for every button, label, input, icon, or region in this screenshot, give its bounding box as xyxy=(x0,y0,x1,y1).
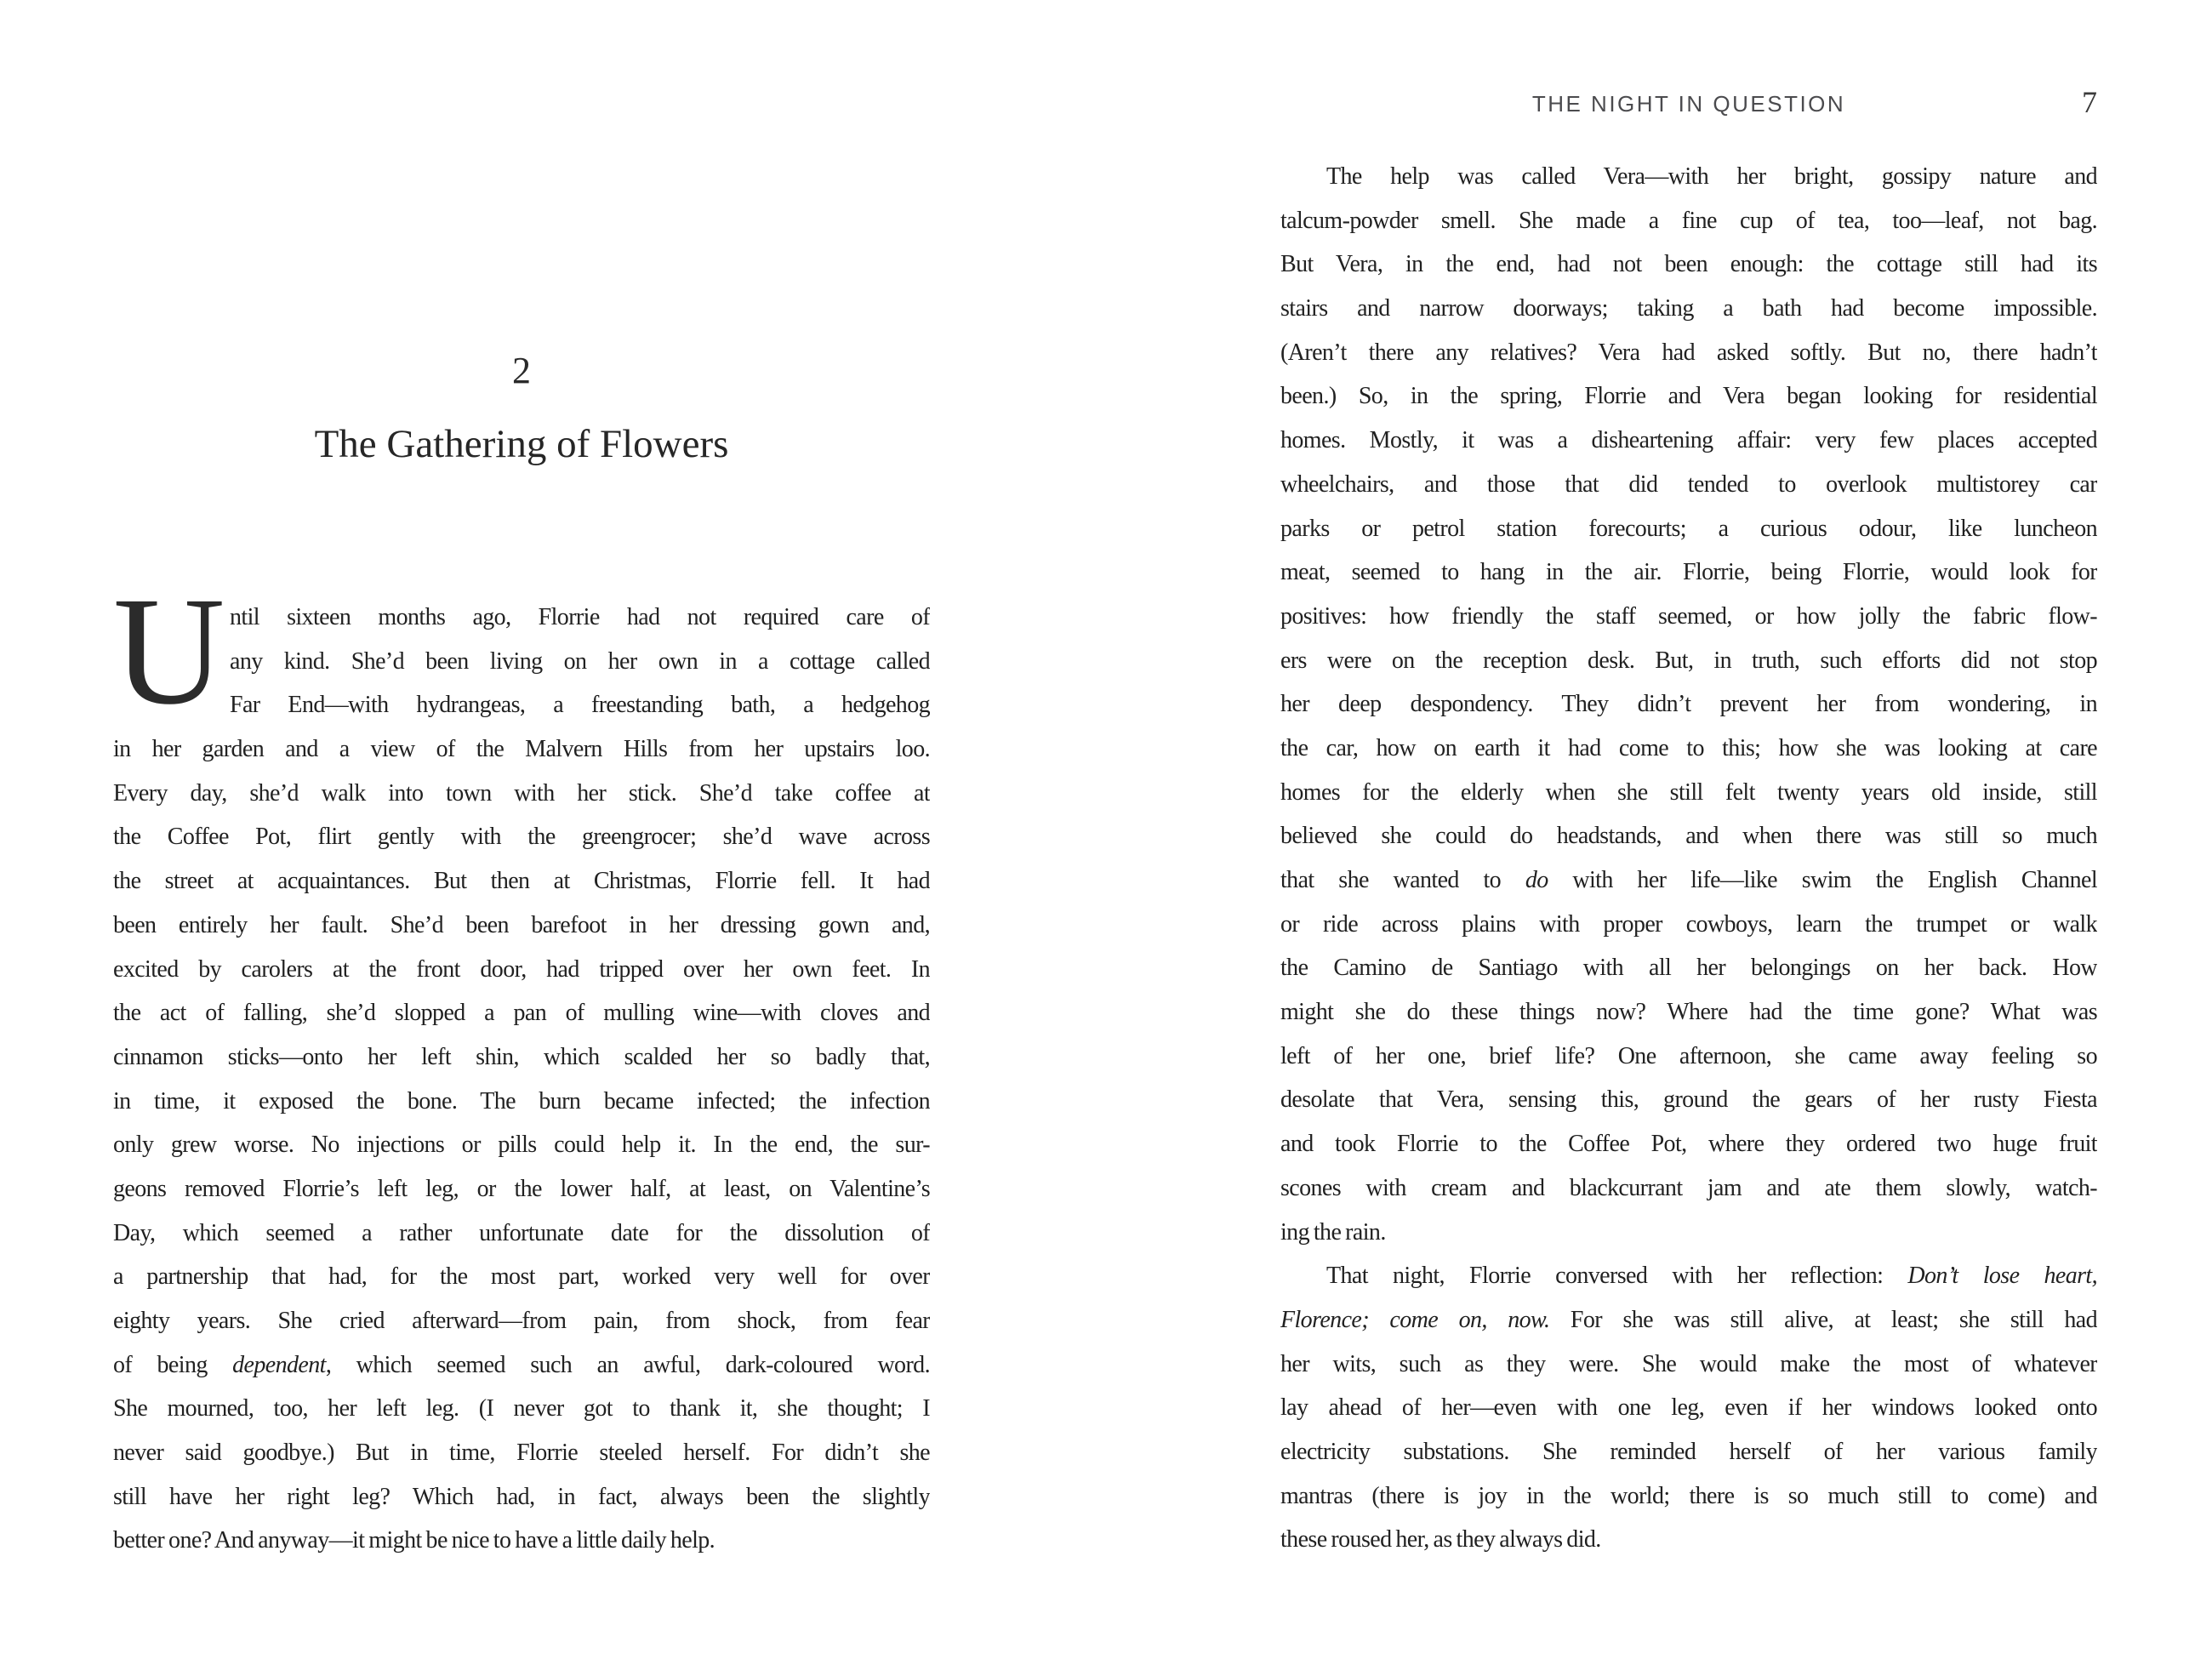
text-line xyxy=(113,1387,930,1431)
body-text: left of her one, brief life? One afternoon, she came away feeling so xyxy=(1280,1042,2097,1069)
text-line xyxy=(1280,814,2097,858)
text-line xyxy=(1280,1343,2097,1387)
body-text: Far End—with hydrangeas, a freestanding bath, a hedgehog xyxy=(230,692,930,719)
text-line xyxy=(1280,1386,2097,1430)
body-text: (Aren’t there any relatives? Vera had asked softly. But no, there hadn’t xyxy=(1280,339,2097,366)
chapter-number: 2 xyxy=(512,350,531,391)
text-line xyxy=(1280,639,2097,683)
text-line xyxy=(113,1123,930,1167)
body-text: still have her right leg? Which had, in fact, always been the slightly xyxy=(113,1483,930,1510)
body-text: only grew worse. No injections or pills could help it. In the end, the sur- xyxy=(113,1132,930,1159)
italic-text: Florence; come on, now. xyxy=(1280,1306,1550,1333)
body-text: these roused her, as they always did. xyxy=(1280,1526,1601,1554)
text-line xyxy=(1280,990,2097,1035)
body-text: cinnamon sticks—onto her left shin, which scalded her so badly that, xyxy=(113,1043,930,1070)
text-line xyxy=(113,859,930,904)
right-page-lines xyxy=(1280,155,2097,1562)
text-line xyxy=(113,904,930,948)
text-line xyxy=(1280,155,2097,199)
body-text: or ride across plains with proper cowboys, learn the trumpet or walk xyxy=(1280,910,2097,938)
text-line xyxy=(1280,1430,2097,1474)
text-line xyxy=(1280,682,2097,727)
text-line xyxy=(113,815,930,859)
body-text: with her life—like swim the English Channel xyxy=(1548,867,2097,893)
text-line xyxy=(1280,419,2097,463)
body-text: and took Florrie to the Coffee Pot, where they ordered two huge fruit xyxy=(1280,1131,2097,1158)
body-text: any kind. She’d been living on her own in a cottage called xyxy=(230,647,930,675)
body-text: excited by carolers at the front door, had tripped over her own feet. In xyxy=(113,955,930,983)
body-text: the act of falling, she’d slopped a pan of mulling wine—with cloves and xyxy=(113,1000,930,1027)
right-page-body xyxy=(1280,155,2097,1562)
body-text: that she wanted to xyxy=(1280,867,1525,893)
text-line xyxy=(113,1519,930,1563)
body-text: talcum-powder smell. She made a fine cup of tea, too—leaf, not bag. xyxy=(1280,207,2097,234)
text-line xyxy=(1280,199,2097,243)
body-text: a partnership that had, for the most part, worked very well for over xyxy=(113,1263,930,1291)
body-text: never said goodbye.) But in time, Florrie steeled herself. For didn’t she xyxy=(113,1440,930,1467)
text-line xyxy=(1280,858,2097,903)
text-line xyxy=(1280,595,2097,639)
body-text: electricity substations. She reminded herself of her various family xyxy=(1280,1438,2097,1465)
text-line xyxy=(113,727,930,772)
text-line xyxy=(1280,1078,2097,1122)
page-number: 7 xyxy=(2082,85,2097,119)
body-text: better one? And anyway—it might be nice to have a little daily help. xyxy=(113,1527,715,1554)
body-text: For she was still alive, at least; she still had xyxy=(1549,1306,2097,1333)
body-text: lay ahead of her—even with one leg, even if her windows looked onto xyxy=(1280,1394,2097,1422)
body-text: desolate that Vera, sensing this, ground the gears of her rusty Fiesta xyxy=(1280,1086,2097,1114)
text-line xyxy=(113,1035,930,1080)
body-text: homes for the elderly when she still felt twenty years old inside, still xyxy=(1280,778,2097,806)
body-text: been entirely her fault. She’d been barefoot in her dressing gown and, xyxy=(113,911,930,938)
body-text: , which seemed such an awful, dark-coloured word. xyxy=(325,1351,930,1378)
text-line xyxy=(230,596,930,640)
body-text: But Vera, in the end, had not been enough: the cottage still had its xyxy=(1280,251,2097,278)
body-text: parks or petrol station forecourts; a curious odour, like luncheon xyxy=(1280,515,2097,542)
text-line xyxy=(1280,1298,2097,1343)
text-line xyxy=(113,1080,930,1124)
text-line xyxy=(1280,1035,2097,1079)
drop-cap: U xyxy=(113,566,225,737)
body-text: believed she could do headstands, and when there was still so much xyxy=(1280,823,2097,850)
body-text: positives: how friendly the staff seemed, or how jolly the fabric flow- xyxy=(1280,602,2097,630)
body-text: the car, how on earth it had come to this; how she was looking at care xyxy=(1280,734,2097,761)
body-text: ntil sixteen months ago, Florrie had not required care of xyxy=(230,604,930,630)
body-text: The help was called Vera—with her bright, gossipy nature and xyxy=(1326,163,2097,190)
body-text: the street at acquaintances. But then at Christmas, Florrie fell. It had xyxy=(113,868,930,895)
text-line xyxy=(1280,1518,2097,1562)
text-line xyxy=(113,1475,930,1519)
italic-text: dependent xyxy=(232,1351,326,1378)
body-text: of being xyxy=(113,1351,233,1378)
text-line xyxy=(1280,331,2097,375)
running-header: THE NIGHT IN QUESTION xyxy=(1531,91,1846,117)
body-text: mantras (there is joy in the world; there is so much still to come) and xyxy=(1280,1482,2097,1509)
text-line xyxy=(1280,1474,2097,1519)
text-line xyxy=(1280,771,2097,815)
text-line xyxy=(1280,463,2097,507)
body-text: her wits, such as they were. She would make the most of whatever xyxy=(1280,1350,2097,1377)
body-text: ers were on the reception desk. But, in truth, such efforts did not stop xyxy=(1280,647,2097,674)
text-line xyxy=(113,1167,930,1211)
body-text: homes. Mostly, it was a disheartening affair: very few places accepted xyxy=(1280,427,2097,454)
text-line xyxy=(1280,287,2097,331)
left-page-lines xyxy=(113,596,930,1563)
text-line xyxy=(230,640,930,684)
text-line xyxy=(1280,550,2097,595)
body-text: Every day, she’d walk into town with her stick. She’d take coffee at xyxy=(113,779,930,807)
body-text: might she do these things now? Where had the time gone? What was xyxy=(1280,999,2097,1026)
body-text: ing the rain. xyxy=(1280,1218,1386,1246)
text-line xyxy=(1280,1211,2097,1255)
text-line xyxy=(1280,242,2097,287)
text-line xyxy=(1280,374,2097,419)
text-line xyxy=(113,1299,930,1343)
text-line xyxy=(113,1343,930,1388)
left-page-body xyxy=(113,566,930,1563)
text-line xyxy=(113,1431,930,1475)
body-text: the Coffee Pot, flirt gently with the greengrocer; she’d wave across xyxy=(113,824,930,851)
body-text: the Camino de Santiago with all her belongings on her back. How xyxy=(1280,955,2097,982)
body-text: scones with cream and blackcurrant jam and ate them slowly, watch- xyxy=(1280,1174,2097,1201)
text-line xyxy=(113,991,930,1035)
body-text: eighty years. She cried afterward—from pain, from shock, from fear xyxy=(113,1308,930,1334)
text-line xyxy=(1280,903,2097,947)
body-text: been.) So, in the spring, Florrie and Vera began looking for residential xyxy=(1280,383,2097,410)
text-line xyxy=(1280,727,2097,771)
body-text: stairs and narrow doorways; taking a bath had become impossible. xyxy=(1280,295,2097,322)
body-text: meat, seemed to hang in the air. Florrie, being Florrie, would look for xyxy=(1280,559,2097,586)
body-text: Day, which seemed a rather unfortunate date for the dissolution of xyxy=(113,1219,930,1246)
italic-text: Don’t lose heart, xyxy=(1907,1263,2097,1290)
text-line xyxy=(230,683,930,727)
chapter-title: The Gathering of Flowers xyxy=(314,422,729,466)
body-text: in her garden and a view of the Malvern Hills from her upstairs loo. xyxy=(113,736,930,763)
text-line xyxy=(113,1255,930,1299)
text-line xyxy=(1280,507,2097,551)
italic-text: do xyxy=(1525,867,1548,893)
text-line xyxy=(113,1211,930,1256)
body-text: her deep despondency. They didn’t prevent her from wondering, in xyxy=(1280,691,2097,718)
text-line xyxy=(1280,946,2097,990)
body-text: That night, Florrie conversed with her reflection: xyxy=(1326,1263,1908,1290)
body-text: wheelchairs, and those that did tended to overlook multistorey car xyxy=(1280,470,2097,498)
text-line xyxy=(113,772,930,816)
text-line xyxy=(1280,1122,2097,1166)
body-text: in time, it exposed the bone. The burn became infected; the infection xyxy=(113,1087,930,1115)
body-text: She mourned, too, her left leg. (I never got to thank it, she thought; I xyxy=(113,1395,930,1422)
text-line xyxy=(1280,1166,2097,1211)
text-line xyxy=(113,948,930,992)
body-text: geons removed Florrie’s left leg, or the lower half, at least, on Valentine’s xyxy=(113,1175,930,1202)
text-line xyxy=(1280,1254,2097,1298)
